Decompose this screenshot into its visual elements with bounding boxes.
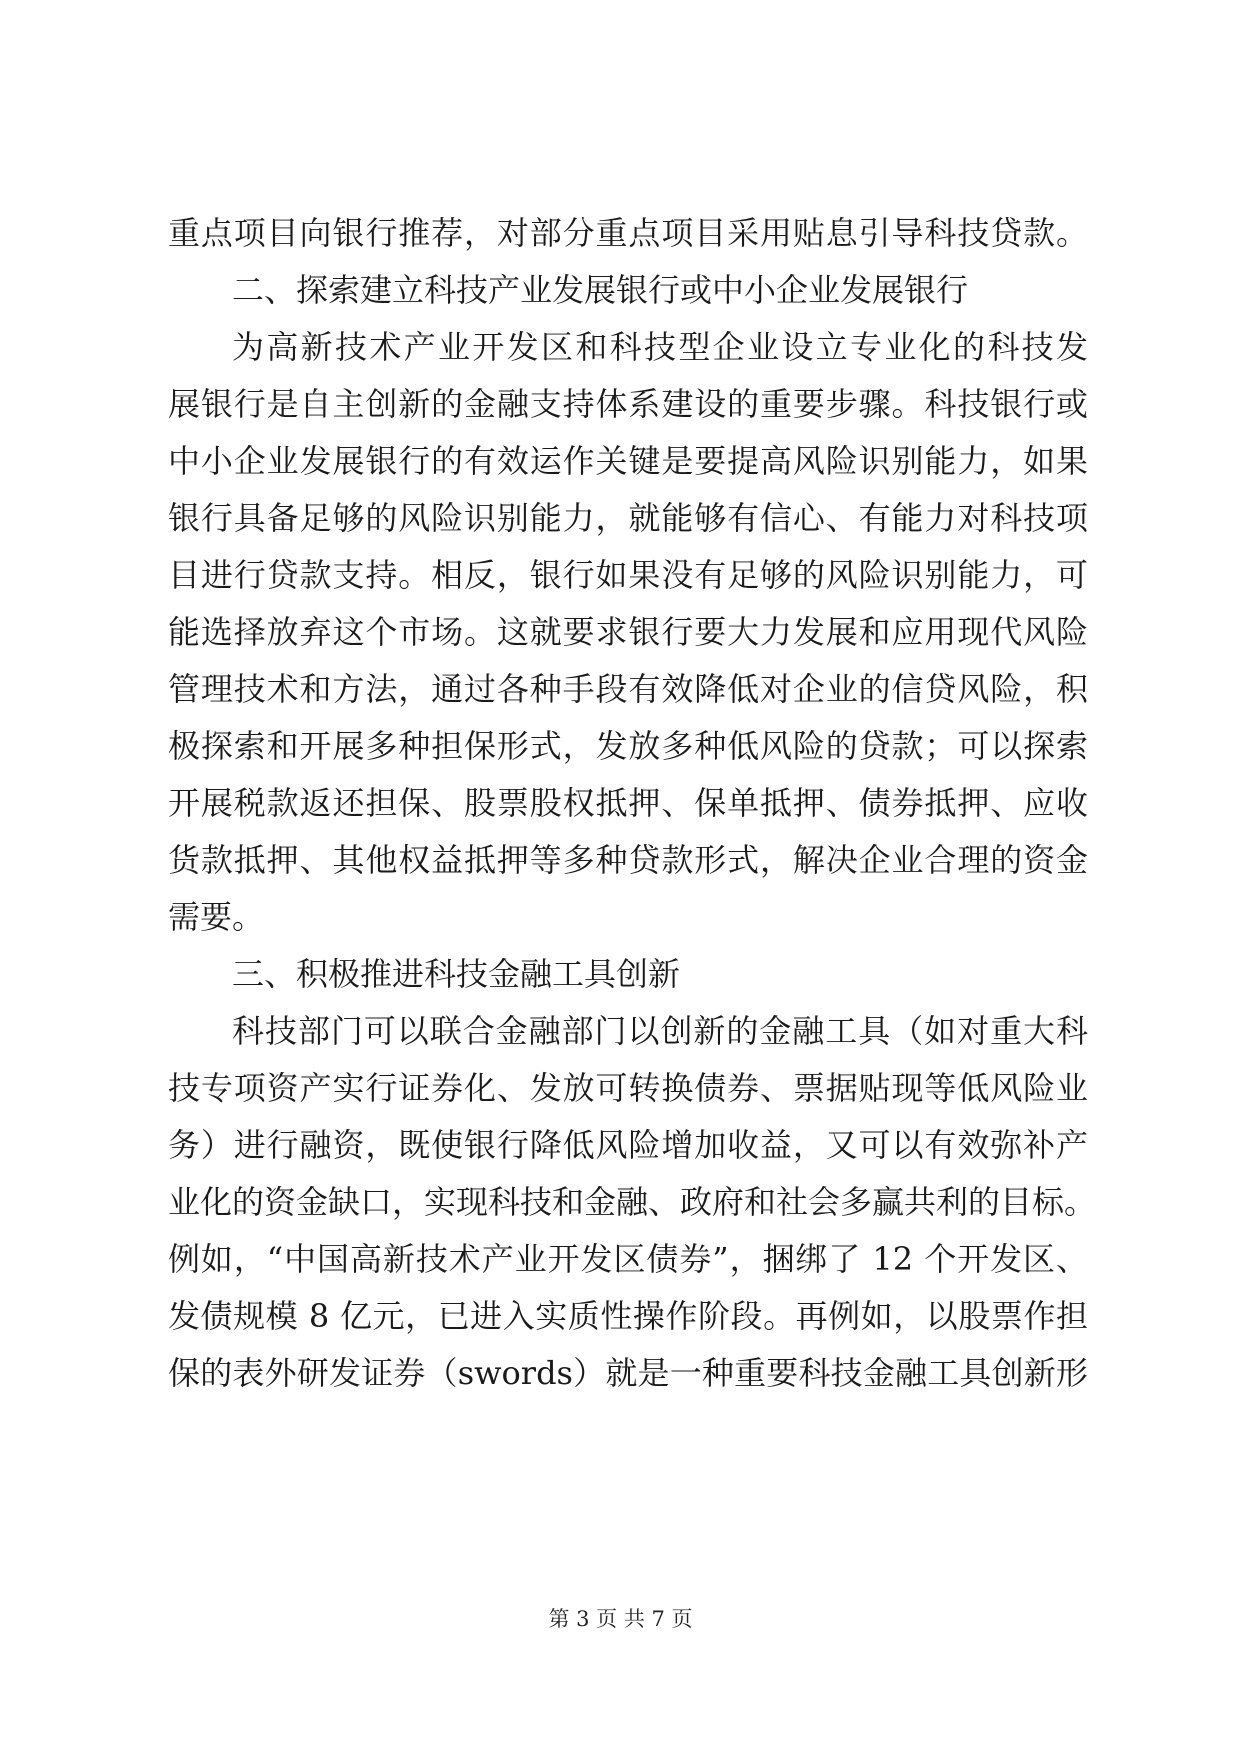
paragraph-line: 业化的资金缺口，实现科技和金融、政府和社会多赢共利的目标。 <box>168 1183 1097 1221</box>
paragraph-line: 保的表外研发证券（swords）就是一种重要科技金融工具创新形 <box>168 1354 1088 1392</box>
paragraph-line: 务）进行融资，既使银行降低风险增加收益，又可以有效弥补产 <box>168 1126 1088 1164</box>
paragraph-line: 重点项目向银行推荐，对部分重点项目采用贴息引导科技贷款。 <box>168 214 1088 252</box>
paragraph-line: 极探索和开展多种担保形式，发放多种低风险的贷款；可以探索 <box>168 727 1088 765</box>
page-number-footer: 第 3 页 共 7 页 <box>548 1607 693 1631</box>
paragraph-line: 技专项资产实行证券化、发放可转换债券、票据贴现等低风险业 <box>168 1069 1088 1107</box>
paragraph-line: 银行具备足够的风险识别能力，就能够有信心、有能力对科技项 <box>168 499 1088 537</box>
paragraph-line: 发债规模 8 亿元，已进入实质性操作阶段。再例如，以股票作担 <box>168 1297 1088 1335</box>
paragraph-line: 展银行是自主创新的金融支持体系建设的重要步骤。科技银行或 <box>168 385 1088 423</box>
paragraph-line: 科技部门可以联合金融部门以创新的金融工具（如对重大科 <box>232 1012 1088 1050</box>
paragraph-line: 需要。 <box>168 898 265 936</box>
paragraph-line: 能选择放弃这个市场。这就要求银行要大力发展和应用现代风险 <box>168 613 1088 651</box>
paragraph-line: 中小企业发展银行的有效运作关键是要提高风险识别能力，如果 <box>168 442 1088 480</box>
paragraph-line: 例如，“中国高新技术产业开发区债券”，捆绑了 12 个开发区、 <box>168 1240 1088 1278</box>
paragraph-line: 管理技术和方法，通过各种手段有效降低对企业的信贷风险，积 <box>168 670 1088 708</box>
paragraph-line: 为高新技术产业开发区和科技型企业设立专业化的科技发 <box>232 328 1088 366</box>
section-heading-3: 三、积极推进科技金融工具创新 <box>232 955 681 993</box>
paragraph-line: 目进行贷款支持。相反，银行如果没有足够的风险识别能力，可 <box>168 556 1088 594</box>
paragraph-line: 货款抵押、其他权益抵押等多种贷款形式，解决企业合理的资金 <box>168 841 1088 879</box>
paragraph-line: 开展税款返还担保、股票股权抵押、保单抵押、债券抵押、应收 <box>168 784 1088 822</box>
section-heading-2: 二、探索建立科技产业发展银行或中小企业发展银行 <box>232 271 969 309</box>
